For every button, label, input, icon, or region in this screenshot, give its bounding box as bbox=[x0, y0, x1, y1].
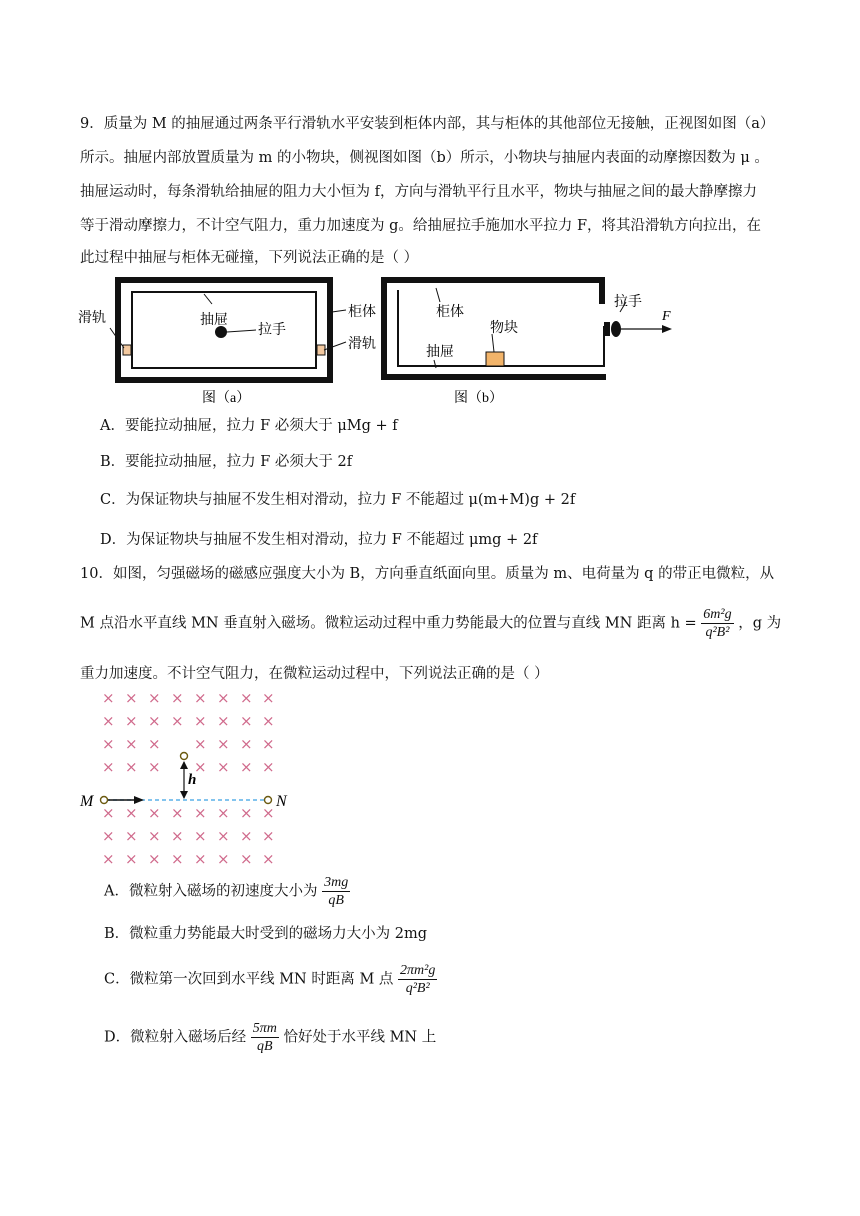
label-force: F bbox=[662, 309, 671, 324]
field-cross: × bbox=[125, 804, 138, 822]
field-cross: × bbox=[240, 689, 253, 707]
field-cross: × bbox=[217, 758, 230, 776]
field-cross: × bbox=[125, 712, 138, 730]
field-cross: × bbox=[125, 689, 138, 707]
field-cross: × bbox=[240, 735, 253, 753]
q9-line-4: 等于滑动摩擦力，不计空气阻力，重力加速度为 g。给抽屉拉手施加水平拉力 F，将其沿滑轨方向拉出，在 bbox=[80, 218, 762, 234]
field-cross: × bbox=[148, 689, 161, 707]
caption-b: 图（b） bbox=[454, 391, 503, 406]
force-arrow bbox=[662, 325, 672, 333]
field-cross: × bbox=[240, 712, 253, 730]
field-cross: × bbox=[102, 827, 115, 845]
q10-line-2-tail: ，g 为 bbox=[738, 615, 782, 632]
field-cross: × bbox=[262, 758, 275, 776]
field-cross: × bbox=[125, 758, 138, 776]
handle-b bbox=[611, 321, 621, 337]
label-cabinet-a: 柜体 bbox=[348, 305, 376, 320]
label-drawer-b: 抽屉 bbox=[426, 345, 454, 360]
field-cross: × bbox=[217, 804, 230, 822]
q9-option-d: D．为保证物块与抽屉不发生相对滑动，拉力 F 不能超过 μmg + 2f bbox=[100, 532, 538, 548]
block bbox=[486, 352, 504, 366]
top-point bbox=[181, 753, 188, 760]
h-fraction bbox=[701, 606, 733, 641]
q9-line-5: 此过程中抽屉与柜体无碰撞，下列说法正确的是（ ） bbox=[80, 250, 419, 266]
option-c-fraction bbox=[398, 962, 437, 997]
label-block: 物块 bbox=[490, 321, 518, 336]
option-c-num: 2πm²g bbox=[400, 963, 436, 978]
field-cross: × bbox=[148, 850, 161, 868]
q10-option-d bbox=[104, 1020, 436, 1055]
q9-option-c: C．为保证物块与抽屉不发生相对滑动，拉力 F 不能超过 μ(m+M)g + 2f bbox=[100, 492, 576, 508]
field-cross: × bbox=[171, 850, 184, 868]
figure-a bbox=[74, 272, 394, 412]
q10-option-c bbox=[104, 962, 437, 997]
rail-right bbox=[317, 345, 325, 355]
field-cross: × bbox=[102, 735, 115, 753]
field-cross: × bbox=[102, 712, 115, 730]
field-cross: × bbox=[148, 735, 161, 753]
option-a-fraction bbox=[322, 874, 350, 909]
q9-option-b: B．要能拉动抽屉，拉力 F 必须大于 2f bbox=[100, 454, 353, 470]
point-n bbox=[265, 797, 272, 804]
label-rail-left: 滑轨 bbox=[78, 311, 106, 326]
field-cross: × bbox=[194, 827, 207, 845]
field-cross: × bbox=[194, 712, 207, 730]
field-cross: × bbox=[262, 850, 275, 868]
field-cross: × bbox=[262, 827, 275, 845]
field-cross: × bbox=[148, 827, 161, 845]
q10-line-2 bbox=[80, 606, 781, 641]
field-cross: × bbox=[171, 712, 184, 730]
q9-line-2: 所示。抽屉内部放置质量为 m 的小物块，侧视图如图（b）所示，小物块与抽屉内表面的动摩擦因数为 μ 。 bbox=[80, 150, 769, 166]
field-cross: × bbox=[194, 735, 207, 753]
q10-option-d-text-2: 恰好处于水平线 MN 上 bbox=[283, 1029, 437, 1046]
q9-option-a: A．要能拉动抽屉，拉力 F 必须大于 μMg + f bbox=[100, 418, 398, 434]
field-cross: × bbox=[262, 689, 275, 707]
q10-option-a-text: A．微粒射入磁场的初速度大小为 bbox=[104, 883, 318, 900]
field-cross: × bbox=[217, 689, 230, 707]
rail-left bbox=[123, 345, 131, 355]
field-cross: × bbox=[148, 804, 161, 822]
figure-b bbox=[380, 272, 700, 412]
label-m: M bbox=[80, 793, 94, 810]
option-a-den: qB bbox=[328, 893, 344, 908]
q10-option-a bbox=[104, 874, 350, 909]
option-a-num: 3mg bbox=[324, 875, 349, 890]
field-cross: × bbox=[240, 758, 253, 776]
q10-line-2-text: M 点沿水平直线 MN 垂直射入磁场。微粒运动过程中重力势能最大的位置与直线 MN 距离 h = bbox=[80, 615, 697, 632]
field-cross: × bbox=[194, 758, 207, 776]
option-d-fraction bbox=[251, 1020, 279, 1055]
option-d-den: qB bbox=[257, 1039, 273, 1054]
q10-line-1: 10．如图，匀强磁场的磁感应强度大小为 B，方向垂直纸面向里。质量为 m、电荷量为 q 的带正电微粒，从 bbox=[80, 566, 775, 582]
h-fraction-num: 6m²g bbox=[703, 607, 732, 622]
field-cross: × bbox=[102, 804, 115, 822]
field-cross: × bbox=[194, 804, 207, 822]
field-cross: × bbox=[148, 758, 161, 776]
field-cross: × bbox=[102, 850, 115, 868]
field-cross: × bbox=[102, 758, 115, 776]
caption-a: 图（a） bbox=[202, 391, 251, 406]
field-cross: × bbox=[217, 735, 230, 753]
label-drawer-a: 抽屉 bbox=[200, 313, 228, 328]
point-m bbox=[101, 797, 108, 804]
field-cross: × bbox=[171, 689, 184, 707]
field-cross: × bbox=[217, 712, 230, 730]
field-cross: × bbox=[125, 850, 138, 868]
q10-line-3: 重力加速度。不计空气阻力，在微粒运动过程中，下列说法正确的是（ ） bbox=[80, 666, 549, 682]
label-h: h bbox=[188, 772, 197, 788]
h-fraction-den: q²B² bbox=[705, 625, 730, 640]
field-cross: × bbox=[217, 827, 230, 845]
q9-line-3: 抽屉运动时，每条滑轨给抽屉的阻力大小恒为 f，方向与滑轨平行且水平，物块与抽屉之间的最大静摩擦力 bbox=[80, 184, 757, 200]
option-d-num: 5πm bbox=[252, 1021, 277, 1036]
label-handle-a: 拉手 bbox=[258, 323, 286, 338]
field-cross: × bbox=[125, 827, 138, 845]
field-cross: × bbox=[102, 689, 115, 707]
field-cross: × bbox=[171, 804, 184, 822]
label-n: N bbox=[276, 793, 287, 810]
field-cross: × bbox=[240, 850, 253, 868]
field-cross: × bbox=[194, 850, 207, 868]
field-cross: × bbox=[240, 827, 253, 845]
field-cross: × bbox=[125, 735, 138, 753]
label-rail-right: 滑轨 bbox=[348, 337, 376, 352]
q10-option-b: B．微粒重力势能最大时受到的磁场力大小为 2mg bbox=[104, 926, 428, 942]
field-cross: × bbox=[240, 804, 253, 822]
field-cross: × bbox=[262, 804, 275, 822]
field-cross: × bbox=[148, 712, 161, 730]
option-c-den: q²B² bbox=[405, 981, 430, 996]
label-cabinet-b: 柜体 bbox=[436, 305, 464, 320]
field-cross: × bbox=[262, 735, 275, 753]
velocity-arrow bbox=[134, 796, 144, 804]
q9-line-1: 9．质量为 M 的抽屉通过两条平行滑轨水平安装到柜体内部，其与柜体的其他部位无接触，正视图如图（a） bbox=[80, 116, 775, 132]
label-handle-b: 拉手 bbox=[614, 295, 642, 310]
magnetic-field-figure bbox=[76, 686, 296, 868]
field-cross: × bbox=[194, 689, 207, 707]
field-cross: × bbox=[171, 827, 184, 845]
q10-option-c-text: C．微粒第一次回到水平线 MN 时距离 M 点 bbox=[104, 971, 394, 988]
field-cross: × bbox=[262, 712, 275, 730]
field-cross: × bbox=[217, 850, 230, 868]
q10-option-d-text-1: D．微粒射入磁场后经 bbox=[104, 1029, 247, 1046]
